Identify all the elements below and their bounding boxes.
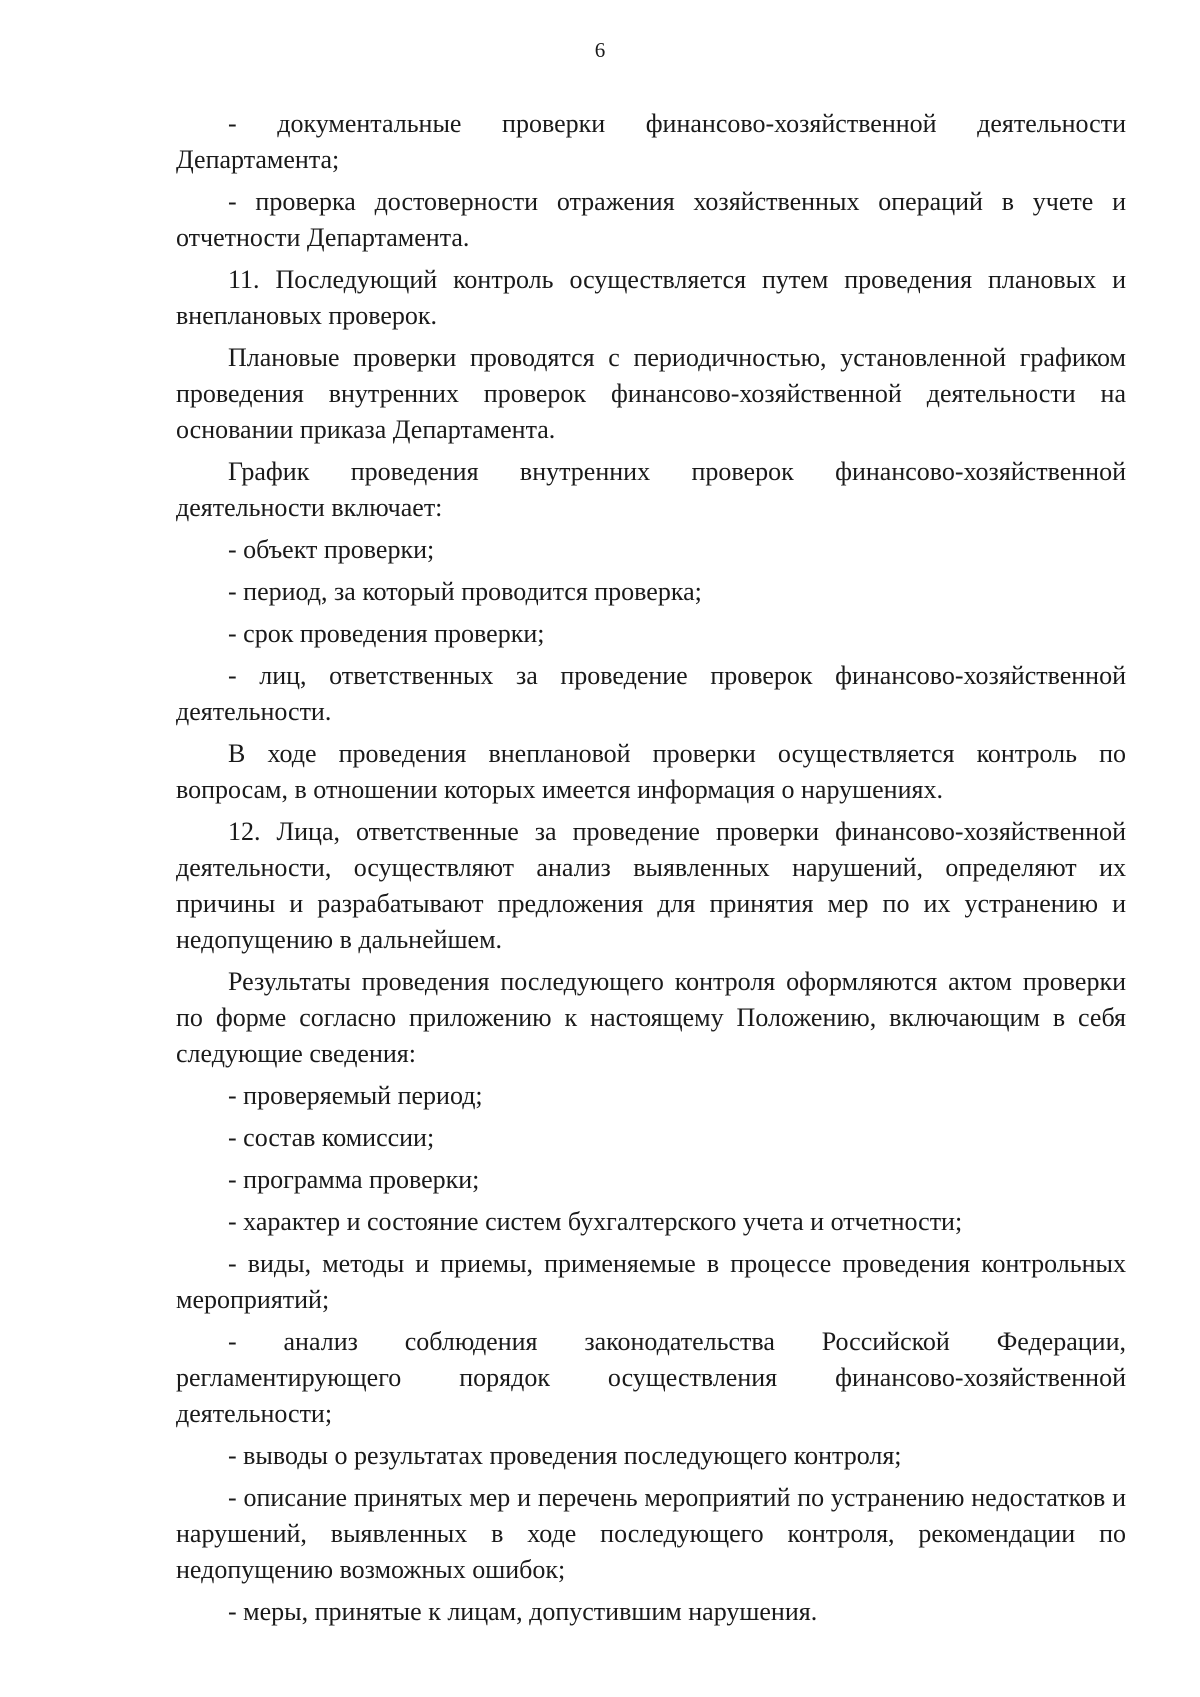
- paragraph: - программа проверки;: [228, 1165, 480, 1194]
- paragraph: - состав комиссии;: [228, 1123, 435, 1152]
- paragraph: - проверяемый период;: [228, 1081, 483, 1110]
- paragraph: - анализ соблюдения законодательства Российской Федерации, регламентирующего порядок осуществления финансово-хозяйственной деятельности;: [176, 1327, 1126, 1428]
- paragraph: - выводы о результатах проведения последующего контроля;: [228, 1441, 902, 1470]
- paragraph: - срок проведения проверки;: [228, 619, 545, 648]
- paragraph: 12. Лица, ответственные за проведение проверки финансово-хозяйственной деятельности, осуществляют анализ выявленных нарушений, определяют их причины и разрабатывают предложения для принятия мер по их устранению и недопущению в дальнейшем.: [176, 817, 1126, 954]
- paragraph: - период, за который проводится проверка;: [228, 577, 702, 606]
- paragraph: - описание принятых мер и перечень мероприятий по устранению недостатков и нарушений, выявленных в ходе последующего контроля, рекомендации по недопущению возможных ошибок;: [176, 1483, 1126, 1584]
- paragraph: - лиц, ответственных за проведение проверок финансово-хозяйственной деятельности.: [176, 661, 1126, 726]
- paragraph: - проверка достоверности отражения хозяйственных операций в учете и отчетности Департамента.: [176, 187, 1126, 252]
- page-number: 6: [594, 38, 606, 62]
- paragraph: - объект проверки;: [228, 535, 435, 564]
- paragraph: - меры, принятые к лицам, допустившим нарушения.: [228, 1597, 818, 1626]
- paragraph: - документальные проверки финансово-хозяйственной деятельности Департамента;: [176, 109, 1126, 174]
- paragraph: - виды, методы и приемы, применяемые в процессе проведения контрольных мероприятий;: [176, 1249, 1126, 1314]
- paragraph: В ходе проведения внеплановой проверки осуществляется контроль по вопросам, в отношении которых имеется информация о нарушениях.: [176, 739, 1126, 804]
- paragraph: - характер и состояние систем бухгалтерского учета и отчетности;: [228, 1207, 963, 1236]
- document-body: [176, 106, 1126, 1636]
- paragraph: Результаты проведения последующего контроля оформляются актом проверки по форме согласно приложению к настоящему Положению, включающим в себя следующие сведения:: [176, 967, 1126, 1068]
- paragraph: График проведения внутренних проверок финансово-хозяйственной деятельности включает:: [176, 457, 1126, 522]
- paragraph: 11. Последующий контроль осуществляется путем проведения плановых и внеплановых проверок.: [176, 265, 1126, 330]
- paragraph: Плановые проверки проводятся с периодичностью, установленной графиком проведения внутренних проверок финансово-хозяйственной деятельности на основании приказа Департамента.: [176, 343, 1126, 444]
